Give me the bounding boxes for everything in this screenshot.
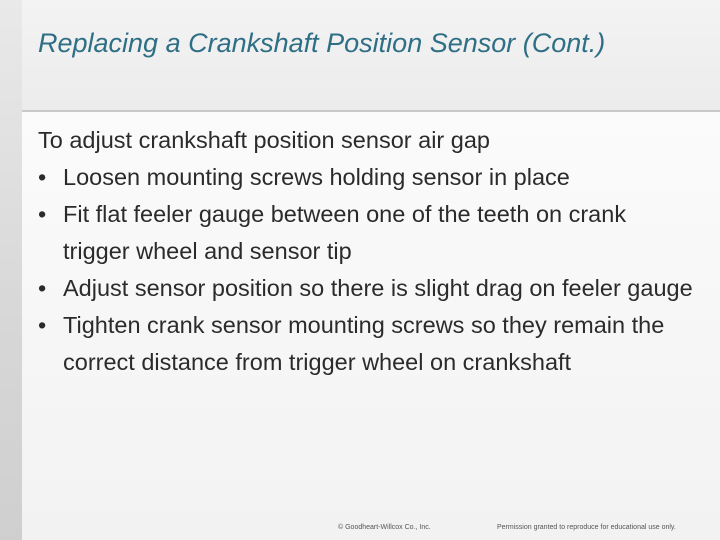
bullet-item [38, 307, 698, 381]
bullet-item [38, 196, 698, 270]
bullet-text: Adjust sensor position so there is slight drag on feeler gauge [63, 275, 693, 301]
bullet-list [38, 159, 698, 381]
bullet-icon: • [38, 312, 47, 338]
bullet-text: Loosen mounting screws holding sensor in place [63, 164, 570, 190]
slide-content [38, 122, 698, 381]
lead-text: To adjust crankshaft position sensor air gap [38, 127, 490, 153]
bullet-item [38, 159, 698, 196]
bullet-text: Tighten crank sensor mounting screws so they remain the correct distance from trigger wheel on crankshaft [63, 312, 665, 375]
bullet-icon: • [38, 201, 47, 227]
left-accent-bar [0, 0, 22, 540]
slide-title: Replacing a Crankshaft Position Sensor (Cont.) [38, 28, 606, 58]
bullet-icon: • [38, 275, 47, 301]
footer-permission: Permission granted to reproduce for educational use only. [497, 524, 676, 531]
bullet-item [38, 270, 698, 307]
bullet-icon: • [38, 164, 47, 190]
footer-copyright: © Goodheart-Willcox Co., Inc. [338, 524, 431, 531]
bullet-text: Fit flat feeler gauge between one of the teeth on crank trigger wheel and sensor tip [63, 201, 627, 264]
